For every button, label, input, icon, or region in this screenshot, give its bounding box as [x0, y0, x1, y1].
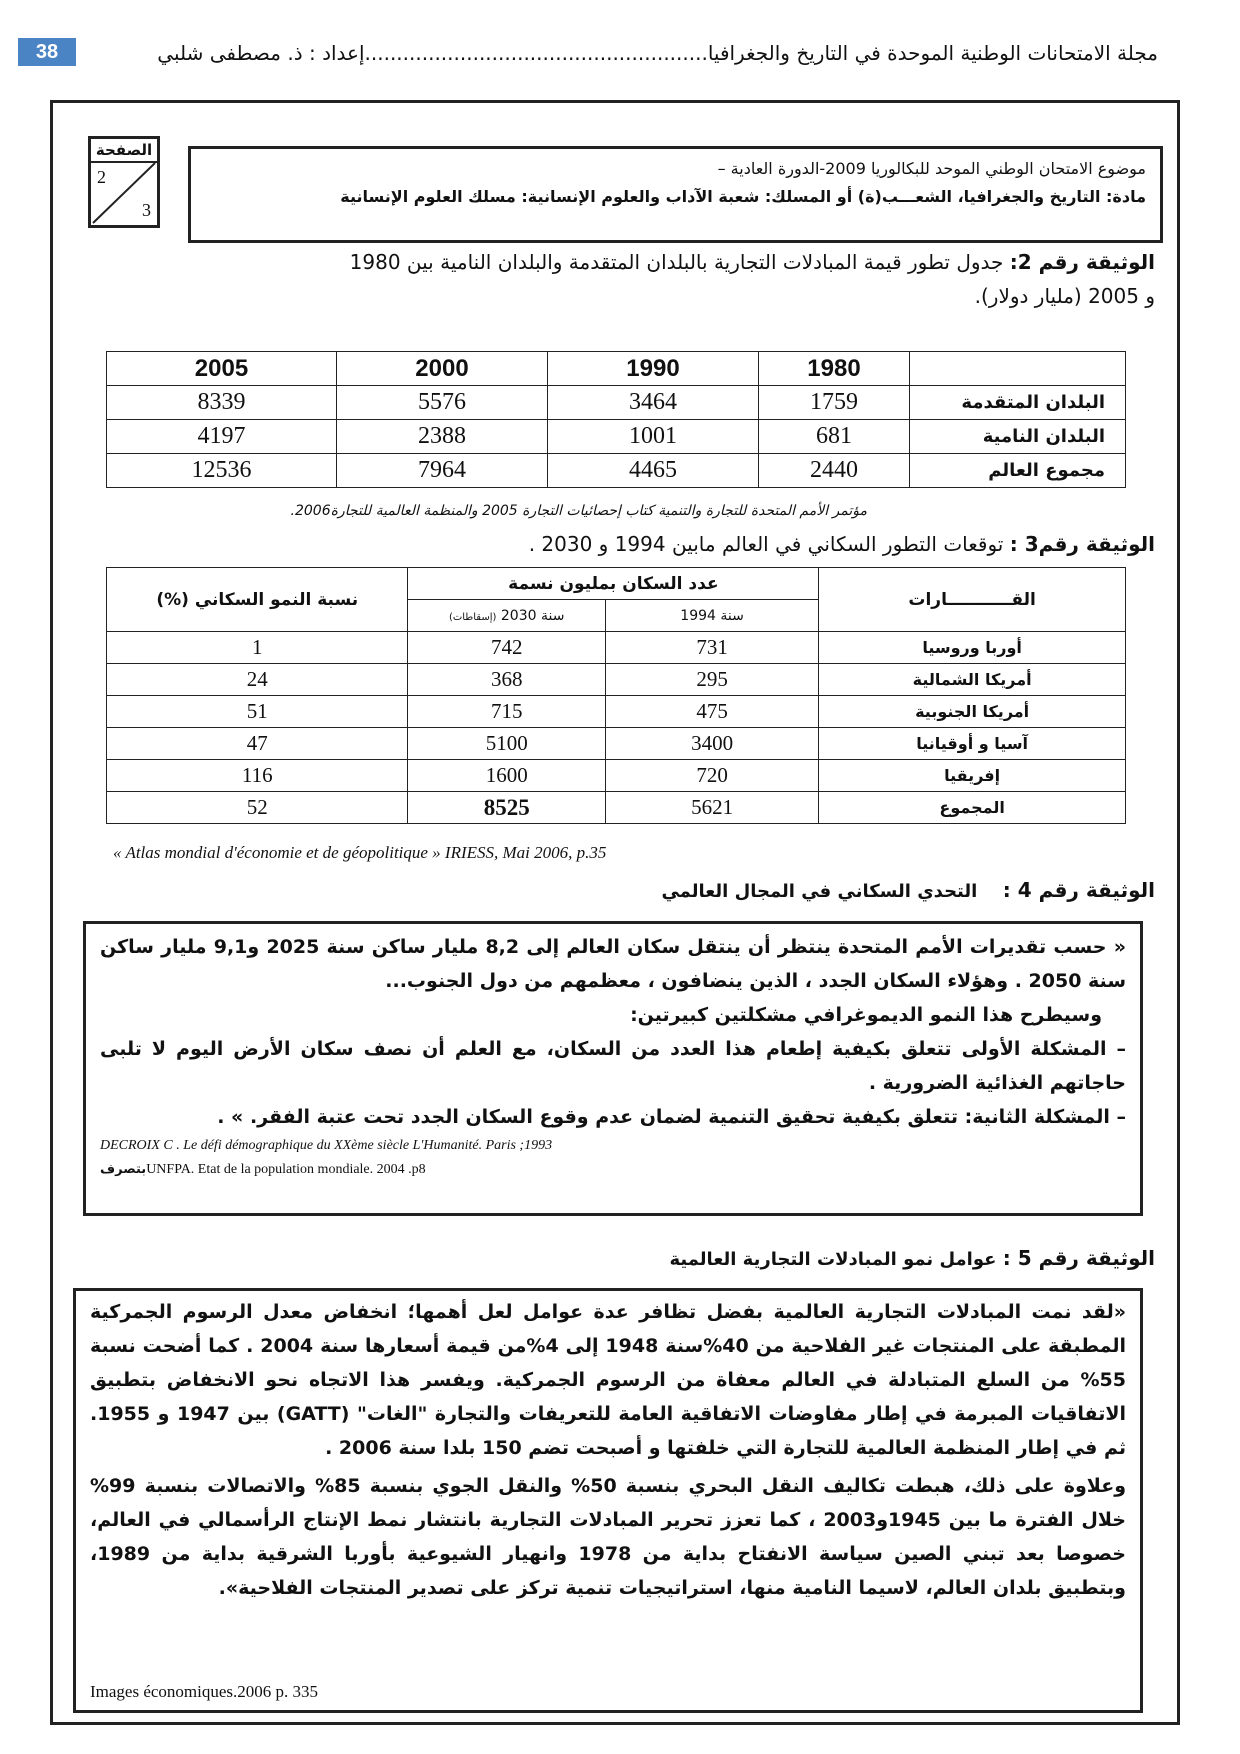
table-cell: 8525 — [408, 792, 605, 824]
exam-title-line: موضوع الامتحان الوطني الموحد للبكالوريا 2009-الدورة العادية – — [717, 159, 1146, 178]
row-label: أمريكا الجنوبية — [819, 696, 1126, 728]
table-cell: 295 — [605, 664, 818, 696]
col-2030-note: (إسقاطات) — [448, 611, 497, 623]
table-row — [107, 728, 1126, 760]
col-1994: سنة 1994 — [605, 600, 818, 632]
table-row — [107, 664, 1126, 696]
doc4-source-text: UNFPA. Etat de la population mondiale. 2004 .p8 — [146, 1162, 426, 1177]
table-cell: 1 — [107, 632, 408, 664]
row-label: المجموع — [819, 792, 1126, 824]
table-cell: 2440 — [759, 454, 910, 488]
doc2-source: مؤتمر الأمم المتحدة للتجارة والتنمية كتاب إحصائيات التجارة 2005 والمنظمة العالمية للتجارة2006. — [290, 503, 867, 519]
doc4-paragraph: « حسب تقديرات الأمم المتحدة ينتظر أن ينتقل سكان العالم إلى 8,2 مليار ساكن سنة 2025 و9,1 مليار ساكن سنة 2050 . وهؤلاء السكان الجدد ، الذين ينضافون ، معظمهم من دول الجنوب... — [100, 936, 1126, 992]
table-cell: 3464 — [548, 386, 759, 420]
doc4-quote-box — [83, 921, 1143, 1216]
doc4-source-1: DECROIX C . Le défi démographique du XXème siècle L'Humanité. Paris ;1993 — [100, 1138, 553, 1153]
page-total: 3 — [142, 200, 151, 220]
doc5-source: Images économiques.2006 p. 335 — [90, 1682, 319, 1701]
doc5-label: الوثيقة رقم 5 : — [1002, 1246, 1155, 1270]
col-2030 — [408, 600, 605, 632]
page-number: 38 — [18, 38, 76, 66]
doc4-source-note: بتصرف — [100, 1162, 147, 1177]
col-population: عدد السكان بمليون نسمة — [408, 568, 819, 600]
doc2-title: جدول تطور قيمة المبادلات التجارية بالبلدان المتقدمة والبلدان النامية بين 1980 — [349, 250, 1004, 274]
table-row — [107, 632, 1126, 664]
table-row — [107, 420, 1126, 454]
table-cell: 116 — [107, 760, 408, 792]
exam-page-frame — [50, 100, 1180, 1725]
row-label: أوربا وروسيا — [819, 632, 1126, 664]
doc5-title: عوامل نمو المبادلات التجارية العالمية — [669, 1249, 997, 1270]
table-header-cell: 1980 — [759, 352, 910, 386]
table-cell: 2388 — [337, 420, 548, 454]
table-row — [107, 386, 1126, 420]
row-label: أمريكا الشمالية — [819, 664, 1126, 696]
table-cell: 47 — [107, 728, 408, 760]
doc3-heading — [95, 527, 1155, 561]
row-label: البلدان المتقدمة — [910, 386, 1126, 420]
table-header-row — [107, 352, 1126, 386]
doc4-title: التحدي السكاني في المجال العالمي — [661, 881, 978, 902]
doc3-source: « Atlas mondial d'économie et de géopolitique » IRIESS, Mai 2006, p.35 — [113, 843, 607, 862]
table-cell: 742 — [408, 632, 605, 664]
journal-title: مجلة الامتحانات الوطنية الموحدة في التاريخ والجغرافيا......................................................إعداد : ذ. مصطفى شلبي — [157, 41, 1158, 65]
table-cell: 24 — [107, 664, 408, 696]
doc4-source-2 — [100, 1158, 1126, 1182]
table-cell: 731 — [605, 632, 818, 664]
doc2-table — [106, 351, 1126, 488]
table-cell: 52 — [107, 792, 408, 824]
table-row — [107, 696, 1126, 728]
table-cell: 1600 — [408, 760, 605, 792]
doc2-heading-cont: و 2005 (مليار دولار). — [974, 284, 1155, 308]
doc4-paragraph: – المشكلة الثانية: تتعلق بكيفية تحقيق التنمية لضمان عدم وقوع السكان الجدد تحت عتبة الفقر. » . — [217, 1106, 1126, 1128]
table-cell: 12536 — [107, 454, 337, 488]
table-header-row — [107, 568, 1126, 600]
table-header-cell: 2005 — [107, 352, 337, 386]
doc5-heading — [95, 1241, 1155, 1277]
table-row — [107, 792, 1126, 824]
page-label: الصفحة — [91, 139, 157, 163]
doc4-paragraph: – المشكلة الأولى تتعلق بكيفية إطعام هذا العدد من السكان، مع العلم أن نصف سكان الأرض اليوم لا تلبى حاجاتهم الغذائية الضرورية . — [100, 1038, 1126, 1094]
doc3-title: توقعات التطور السكاني في العالم مابين 1994 و 2030 . — [528, 532, 1004, 556]
exam-subject-line: مادة: التاريخ والجغرافيا، الشعـــب(ة) أو المسلك: شعبة الآداب والعلوم الإنسانية: مسلك العلوم الإنسانية — [340, 187, 1146, 206]
table-cell: 1001 — [548, 420, 759, 454]
table-cell: 4465 — [548, 454, 759, 488]
doc3-label: الوثيقة رقم3 : — [1009, 532, 1155, 556]
row-label: مجموع العالم — [910, 454, 1126, 488]
table-cell: 4197 — [107, 420, 337, 454]
doc5-quote-box — [73, 1288, 1143, 1713]
table-cell: 715 — [408, 696, 605, 728]
exam-info-box — [188, 146, 1163, 243]
table-cell: 3400 — [605, 728, 818, 760]
table-row — [107, 454, 1126, 488]
col-growth: نسبة النمو السكاني (%) — [107, 568, 408, 632]
doc5-paragraph: «لقد نمت المبادلات التجارية العالمية بفضل تظافر عدة عوامل لعل أهمها؛ انخفاض معدل الرسوم الجمركية المطبقة على المنتجات غير الفلاحية من 40%سنة 1948 إلى 4%من قيمة أسعارها سنة 2004 . كما أضحت نسبة 55% من السلع المتبادلة في العالم معفاة من الرسوم الجمركية. ويفسر هذا الاتجاه نحو الانخفاض بتطبيق الاتفاقيات المبرمة في إطار مفاوضات الاتفاقية العامة للتعريفات والتجارة "الغات" (GATT) بين 1947 و 1955. ثم في إطار المنظمة العالمية للتجارة التي خلفتها و أصبحت تضم 150 بلدا سنة 2006 . — [90, 1301, 1126, 1459]
table-cell: 5100 — [408, 728, 605, 760]
table-corner-cell — [910, 352, 1126, 386]
table-cell: 475 — [605, 696, 818, 728]
table-row — [107, 760, 1126, 792]
doc4-heading — [95, 873, 1155, 909]
doc3-table — [106, 567, 1126, 824]
doc2-label: الوثيقة رقم 2: — [1009, 250, 1155, 274]
doc4-label: الوثيقة رقم 4 : — [1002, 878, 1155, 902]
table-header-cell: 1990 — [548, 352, 759, 386]
table-cell: 8339 — [107, 386, 337, 420]
page-header — [18, 38, 1158, 68]
col-2030-label: سنة 2030 — [500, 607, 565, 624]
row-label: إفريقيا — [819, 760, 1126, 792]
table-cell: 7964 — [337, 454, 548, 488]
table-cell: 720 — [605, 760, 818, 792]
table-cell: 51 — [107, 696, 408, 728]
doc2-heading — [95, 245, 1155, 279]
doc5-paragraph: وعلاوة على ذلك، هبطت تكاليف النقل البحري بنسبة 50% والنقل الجوي بنسبة 85% والاتصالات بنسبة 99% خلال الفترة ما بين 1945و2003 ، كما تعزز تحرير المبادلات التجارية بانتشار نمط الإنتاج الرأسمالي في العالم، خصوصا بعد تبني الصين سياسة الانفتاح بداية من 1978 وانهيار الشيوعية بأوربا الشرقية بداية من 1989، وبتطبيق بلدان العالم، لاسيما النامية منها، استراتيجيات تنمية تركز على تصدير المنتجات الفلاحية». — [90, 1475, 1127, 1599]
table-cell: 5621 — [605, 792, 818, 824]
table-cell: 681 — [759, 420, 910, 454]
col-continents: القـــــــــــارات — [819, 568, 1126, 632]
page-current: 2 — [97, 167, 106, 187]
doc4-paragraph: وسيطرح هذا النمو الديموغرافي مشكلتين كبيرتين: — [630, 1004, 1102, 1026]
table-header-cell: 2000 — [337, 352, 548, 386]
table-cell: 5576 — [337, 386, 548, 420]
row-label: البلدان النامية — [910, 420, 1126, 454]
page-indicator-box — [88, 136, 160, 228]
row-label: آسيا و أوقيانيا — [819, 728, 1126, 760]
table-cell: 1759 — [759, 386, 910, 420]
table-cell: 368 — [408, 664, 605, 696]
